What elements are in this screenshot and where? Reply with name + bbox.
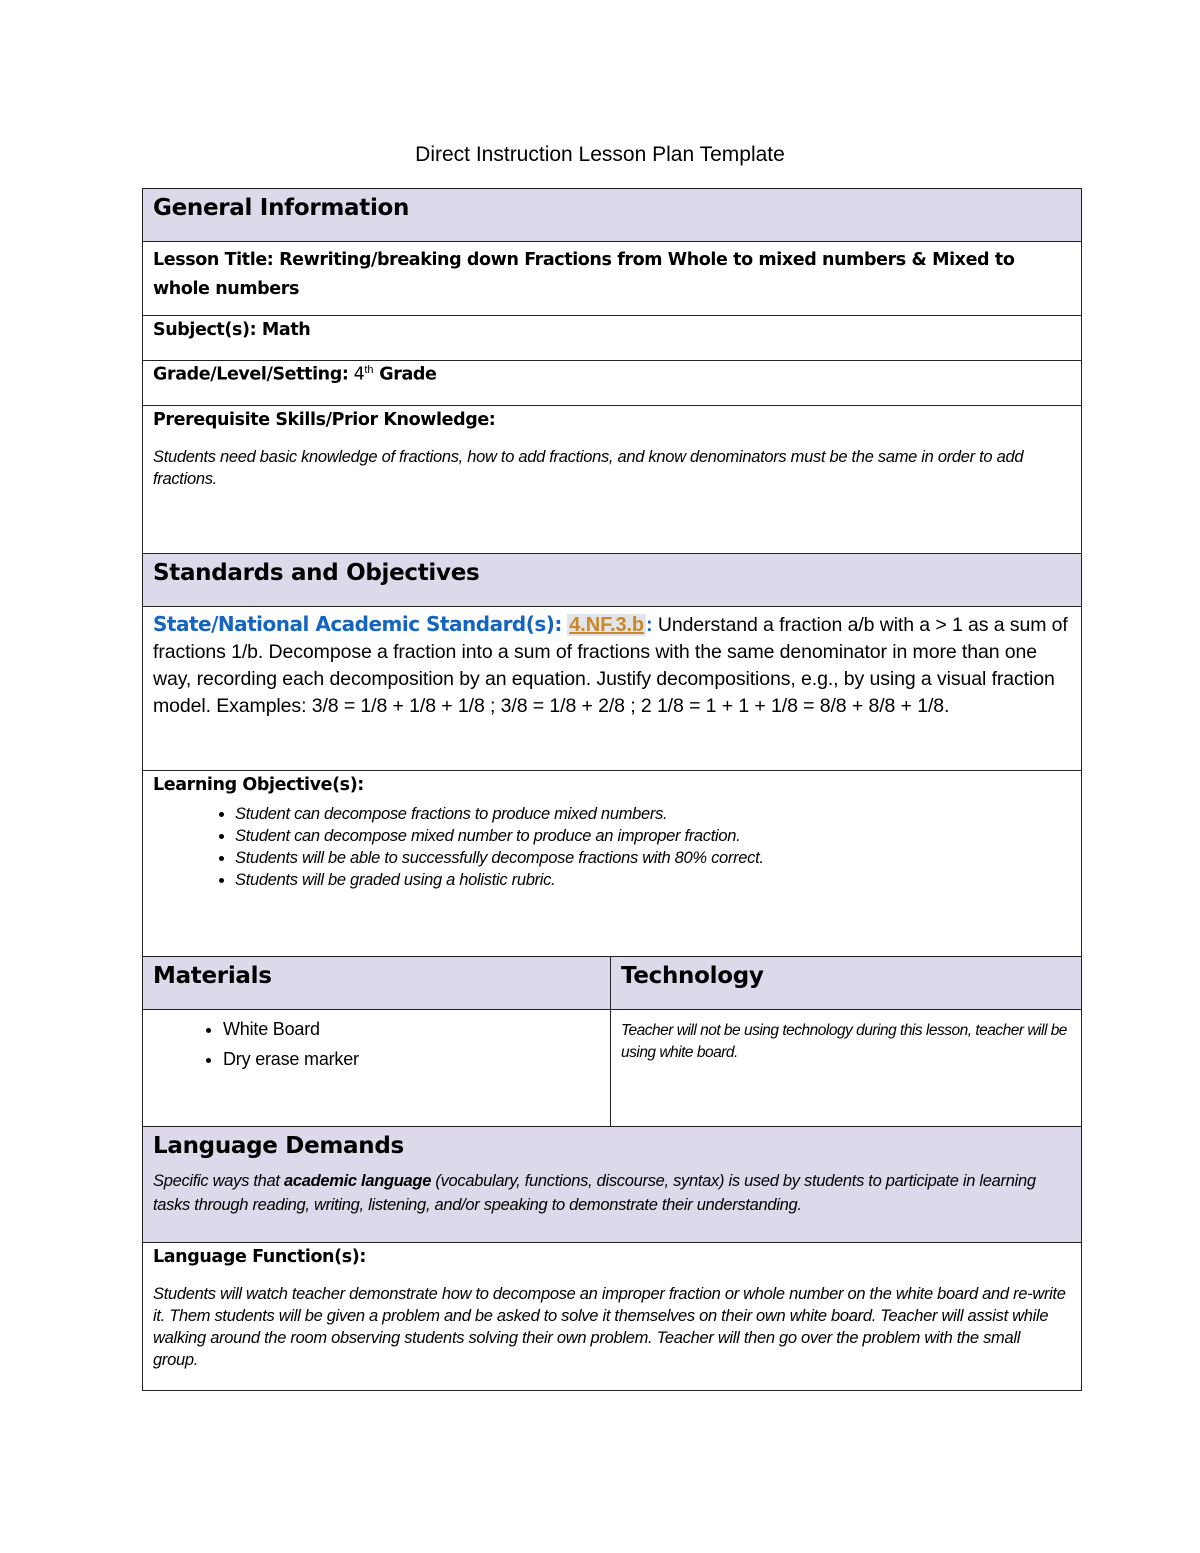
standard-label: State/National Academic Standard(s): xyxy=(153,612,562,636)
list-item: • Dry erase marker xyxy=(223,1044,610,1074)
learning-objectives-row xyxy=(143,771,1081,957)
language-function-text: Students will watch teacher demonstrate how to decompose an improper fraction or whole number on the white board and re-write it. Them students will be given a problem and be asked to solve it themselves on their own white board. Teacher will assist while walking around the room observing students solving their own problem. Teacher will then go over the problem with the small group. xyxy=(153,1285,1066,1369)
subject-value: Math xyxy=(256,320,311,340)
learning-objectives-list xyxy=(153,803,1071,891)
description-text: Specific ways that xyxy=(153,1172,284,1190)
grade-label: Grade/Level/Setting: xyxy=(153,364,349,385)
list-item: • Student can decompose mixed number to produce an improper fraction. xyxy=(235,825,1071,847)
prerequisite-row xyxy=(143,406,1081,554)
materials-heading: Materials xyxy=(153,963,272,989)
technology-heading: Technology xyxy=(621,963,764,989)
materials-cell xyxy=(143,1010,611,1126)
grade-suffix: th xyxy=(364,364,374,376)
materials-technology-row xyxy=(143,1010,1081,1127)
lesson-title-row xyxy=(143,242,1081,316)
standard-row xyxy=(143,607,1081,771)
materials-list xyxy=(143,1014,610,1074)
standards-objectives-header xyxy=(143,554,1081,607)
subject-label: Subject(s): xyxy=(153,320,257,340)
general-information-heading: General Information xyxy=(153,195,410,221)
description-text: (vocabulary, functions, discourse, syntax) is used by students to participate in learning tasks through reading, writing, listening, and/or speaking to demonstrate their understanding. xyxy=(153,1172,1036,1214)
list-item: • Students will be able to successfully decompose fractions with 80% correct. xyxy=(235,847,1071,869)
general-information-header xyxy=(143,189,1081,242)
materials-technology-header xyxy=(143,957,1081,1010)
prerequisite-text: Students need basic knowledge of fractions, how to add fractions, and know denominators must be the same in order to add fractions. xyxy=(153,448,1024,488)
learning-objectives-label: Learning Objective(s): xyxy=(153,775,364,795)
prerequisite-label: Prerequisite Skills/Prior Knowledge: xyxy=(153,410,496,430)
list-item: • Student can decompose fractions to produce mixed numbers. xyxy=(235,803,1071,825)
subject-row xyxy=(143,316,1081,361)
standard-colon: : xyxy=(646,614,653,636)
document-title: Direct Instruction Lesson Plan Template xyxy=(415,143,785,166)
technology-cell xyxy=(611,1010,1081,1126)
language-function-row xyxy=(143,1243,1081,1391)
language-demands-header xyxy=(143,1127,1081,1243)
lesson-title-value: Rewriting/breaking down Fractions from Whole to mixed numbers & Mixed to whole numbers xyxy=(153,250,1015,299)
list-item: • Students will be graded using a holistic rubric. xyxy=(235,869,1071,891)
technology-text: Teacher will not be using technology during this lesson, teacher will be using white board. xyxy=(621,1022,1067,1061)
language-demands-description xyxy=(143,1159,1073,1217)
technology-header-cell xyxy=(611,957,1081,1009)
grade-rest: Grade xyxy=(373,364,437,385)
lesson-plan-table xyxy=(142,188,1082,1391)
grade-row xyxy=(143,361,1081,406)
lesson-title-label: Lesson Title: xyxy=(153,250,274,270)
list-item: • White Board xyxy=(223,1014,610,1044)
description-emphasis: academic language xyxy=(283,1172,432,1190)
grade-number: 4 xyxy=(348,364,365,385)
language-function-label: Language Function(s): xyxy=(153,1247,366,1267)
language-demands-heading: Language Demands xyxy=(153,1133,404,1159)
standard-code-link[interactable]: 4.NF.3.b xyxy=(569,614,645,636)
materials-header-cell xyxy=(143,957,611,1009)
standard-text: Understand a fraction a/b with a > 1 as a sum of fractions 1/b. Decompose a fraction into a sum of fractions with the same denominator in more than one way, recording each decomposition by an equation. Justify decompositions, e.g., by using a visual fraction model. Examples: 3/8 = 1/8 + 1/8 + 1/8 ; 3/8 = 1/8 + 2/8 ; 2 1/8 = 1 + 1 + 1/8 = 8/8 + 8/8 + 1/8. xyxy=(153,614,1068,717)
standards-objectives-heading: Standards and Objectives xyxy=(153,560,480,586)
